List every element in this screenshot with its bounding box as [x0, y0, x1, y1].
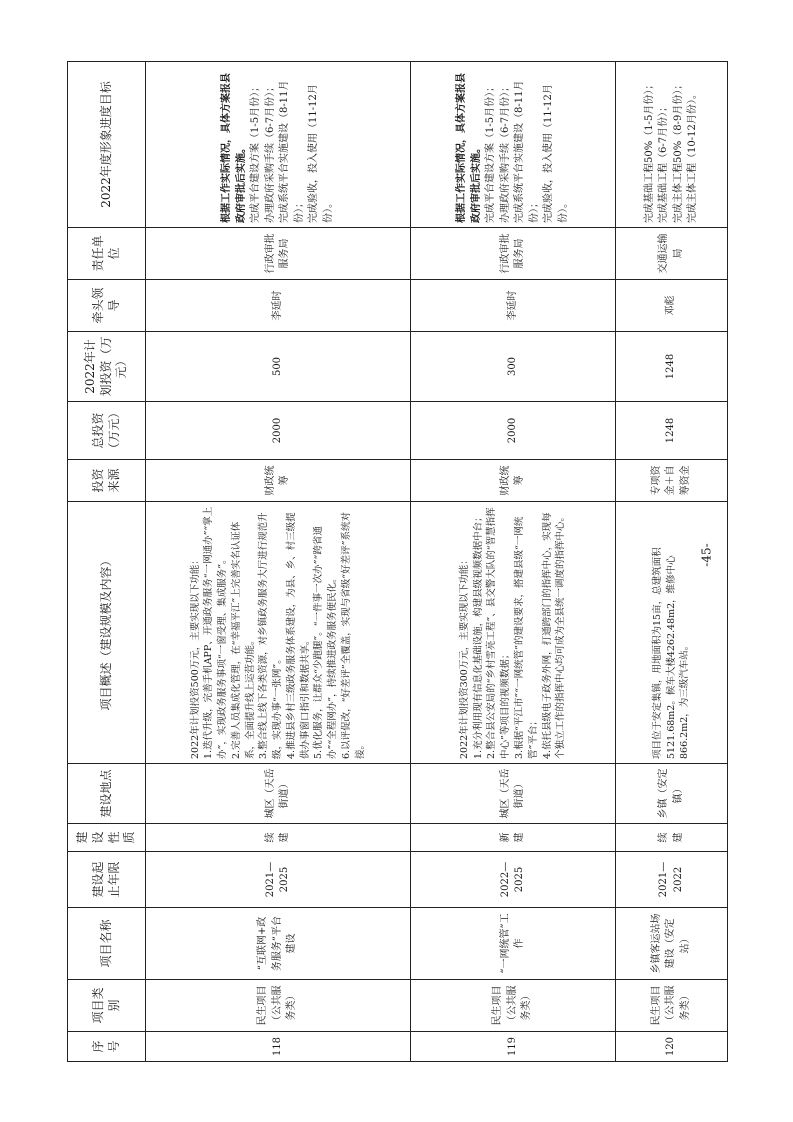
- goal-line: 完成主体工程50%（8-9月份）；: [672, 79, 684, 223]
- cell-category: 民生项目（公共服务类）: [616, 980, 728, 1032]
- header-nature: 建设性质: [68, 824, 146, 852]
- cell-total: 2000: [146, 402, 411, 460]
- header-plan: 2022年计划投资（万元）: [68, 332, 146, 402]
- desc-line: 4.推进县乡村三级政务服务体系建设，为县、乡、村三级提供办事窗口指引和数据共享。: [285, 512, 311, 759]
- cell-location: 城区（天岳街道）: [146, 764, 411, 824]
- cell-name: “一网统管”工作: [411, 908, 616, 980]
- header-unit: 责任单位: [68, 228, 146, 280]
- cell-unit: 行政审批服务局: [146, 228, 411, 280]
- desc-line: 3.整合线上线下各类资源，对乡镇政务服务大厅进行规范升级，实现办事“一张网”。: [258, 512, 284, 759]
- goal-line: 办理政府采购手续（6-7月份）；: [499, 81, 511, 223]
- cell-no: 118: [146, 1032, 411, 1062]
- cell-source: 财政统筹: [411, 460, 616, 502]
- cell-goal: [616, 62, 728, 228]
- goal-bold: 根据工作实际情况，具体方案报县政府审批后实施。: [456, 73, 482, 223]
- header-desc: 项目概述（建设规模及内容）: [68, 502, 146, 764]
- header-source: 投资来源: [68, 460, 146, 502]
- table-row: [146, 62, 411, 1062]
- cell-goal: [411, 62, 616, 228]
- header-name: 项目名称: [68, 908, 146, 980]
- header-no: 序号: [68, 1032, 146, 1062]
- desc-line: 1.充分利用现有信息化基础设施，构建县级视频数据中台；: [472, 512, 484, 759]
- desc-line: 2.整合县公安局的“乡村雪亮工程”、县交警大队的“智慧指挥中心”等项目的视频数据；: [486, 507, 512, 759]
- cell-nature: 续建: [616, 824, 728, 852]
- table-row: [411, 62, 616, 1062]
- goal-line: 完成平台建设方案（1-5月份）；: [485, 81, 496, 223]
- cell-total: 1248: [616, 402, 728, 460]
- cell-nature: 新建: [411, 824, 616, 852]
- cell-category: 民生项目（公共服务类）: [146, 980, 411, 1032]
- cell-nature: 续建: [146, 824, 411, 852]
- goal-line: 完成主体工程（10-12月份）。: [687, 89, 698, 223]
- cell-unit: 交通运输局: [616, 228, 728, 280]
- header-category: 项目类别: [68, 980, 146, 1032]
- goal-line: 完成验收，投入使用（11-12月份）。: [308, 84, 334, 223]
- cell-plan: 300: [411, 332, 616, 402]
- goal-line: 完成基础工程（6-7月份）；: [658, 101, 669, 223]
- cell-period: 2022—2025: [411, 852, 616, 908]
- header-row: [68, 62, 146, 1062]
- cell-name: 乡镇客运站场建设（安定站）: [616, 908, 728, 980]
- cell-location: 城区（天岳街道）: [411, 764, 616, 824]
- header-period: 建设起止年限: [68, 852, 146, 908]
- goal-bold: 根据工作实际情况，具体方案报县政府审批后实施。: [221, 73, 247, 223]
- cell-no: 120: [616, 1032, 728, 1062]
- header-location: 建设地点: [68, 764, 146, 824]
- desc-line: 3.根据“平江市”“一网统管”的建设要求，搭建县级“一网统管”平台；: [514, 516, 539, 759]
- cell-name: “互联网+政务服务”平台建设: [146, 908, 411, 980]
- cell-period: 2021—2022: [616, 852, 728, 908]
- goal-line: 完成平台建设方案（1-5月份）；: [250, 81, 261, 223]
- cell-category: 民生项目（公共服务类）: [411, 980, 616, 1032]
- cell-plan: 1248: [616, 332, 728, 402]
- cell-goal: [146, 62, 411, 228]
- cell-unit: 行政审批服务局: [411, 228, 616, 280]
- cell-location: 乡镇（安定镇）: [616, 764, 728, 824]
- rotated-table-page: [67, 62, 727, 1062]
- cell-desc: [146, 502, 411, 764]
- desc-line: 6.以评促改，“好差评”全覆盖，实现与省级“好差评”系统对接。: [340, 512, 366, 759]
- desc-line: 4.依托县级电子政务外网，打通跨部门的指挥中心，实现每个独立工作的指挥中心均可成为全县统一调度的指挥中心。: [541, 511, 567, 759]
- desc-line: 2.完善人员集成化管理，在“幸福平江”上完善实名认证体系，全面提升线上运营功能。: [230, 521, 256, 759]
- goal-line: 完成验收，投入使用（11-12月份）。: [543, 84, 569, 223]
- project-table: [67, 61, 728, 1062]
- cell-source: 财政统筹: [146, 460, 411, 502]
- header-goal: 2022年度形象进度目标: [68, 62, 146, 228]
- goal-line: 完成基础工程50%（1-5月份）；: [643, 79, 655, 223]
- cell-leader: 李延时: [146, 280, 411, 332]
- goal-line: 办理政府采购手续（6-7月份）；: [264, 81, 276, 223]
- desc-line: 1.迭代升级，完善手机APP、开通政务服务“一网通办”“掌上办”，实现政务服务事项“一窗受理、集成服务”。: [203, 506, 229, 759]
- desc-line: 项目位于安定集镇，用地面积为15亩，总建筑面积5121.68m2。候车大楼4262.48m2，维修中心866.2m2，为三级汽车站。: [651, 547, 691, 759]
- cell-total: 2000: [411, 402, 616, 460]
- desc-line: 5.优化服务，让群众“少跑腿”。“一件事一次办”“跨省通办”“全程网办”，持续推进政务服务便民化。: [313, 526, 339, 759]
- desc-line: 2022年计划投资300万元，主要实现以下功能：: [458, 555, 470, 759]
- goal-line: 完成系统平台实施建设（8-11月份）；: [279, 80, 305, 223]
- cell-desc: [411, 502, 616, 764]
- goal-line: 完成系统平台实施建设（8-11月份）；: [514, 80, 540, 223]
- cell-desc: [616, 502, 728, 764]
- cell-leader: 邓彪: [616, 280, 728, 332]
- header-leader: 牵头领导: [68, 280, 146, 332]
- desc-line: 2022年计划投资500万元，主要实现以下功能：: [189, 555, 201, 759]
- cell-leader: 李延时: [411, 280, 616, 332]
- cell-period: 2021—2025: [146, 852, 411, 908]
- cell-source: 专项资金＋自筹资金: [616, 460, 728, 502]
- page-number: -45-: [699, 543, 714, 567]
- cell-no: 119: [411, 1032, 616, 1062]
- header-total: 总投资（万元）: [68, 402, 146, 460]
- cell-plan: 500: [146, 332, 411, 402]
